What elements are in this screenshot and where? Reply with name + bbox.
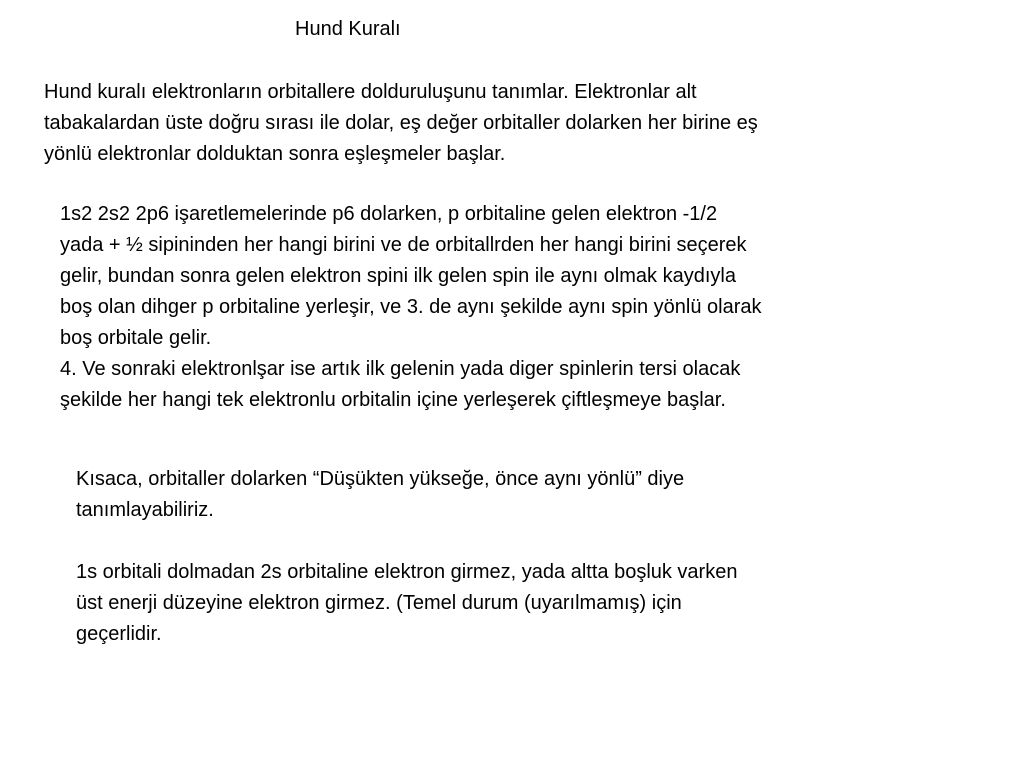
detail-line: 1s2 2s2 2p6 işaretlemelerinde p6 dolarken, p orbitaline gelen elektron -1/2 [60, 203, 718, 225]
summary-line: tanımlayabiliriz. [76, 499, 214, 521]
intro-line: yönlü elektronlar dolduktan sonra eşleşmeler başlar. [44, 143, 506, 165]
detail-line: gelir, bundan sonra gelen elektron spini ilk gelen spin ile aynı olmak kaydıyla [60, 265, 736, 287]
slide-title: Hund Kuralı [295, 18, 401, 40]
summary-line: Kısaca, orbitaller dolarken “Düşükten yükseğe, önce aynı yönlü” diye [76, 468, 685, 490]
detail-line: boş olan dihger p orbitaline yerleşir, ve 3. de aynı şekilde aynı spin yönlü olarak [60, 296, 762, 318]
intro-line: tabakalardan üste doğru sırası ile dolar, eş değer orbitaller dolarken her birine eş [44, 112, 758, 134]
detail-line: yada + ½ sipininden her hangi birini ve de orbitallrden her hangi birini seçerek [60, 234, 747, 256]
detail-paragraph [60, 199, 762, 416]
note-line: 1s orbitali dolmadan 2s orbitaline elektron girmez, yada altta boşluk varken [76, 561, 738, 583]
intro-line: Hund kuralı elektronların orbitallere dolduruluşunu tanımlar. Elektronlar alt [44, 81, 697, 103]
summary-paragraph [76, 464, 737, 650]
intro-paragraph [44, 77, 758, 170]
note-line: üst enerji düzeyine elektron girmez. (Temel durum (uyarılmamış) için [76, 592, 682, 614]
detail-line: boş orbitale gelir. [60, 327, 212, 349]
detail-line: şekilde her hangi tek elektronlu orbitalin içine yerleşerek çiftleşmeye başlar. [60, 389, 726, 411]
note-line: geçerlidir. [76, 623, 162, 645]
paragraph-spacer [76, 526, 737, 557]
detail-line: 4. Ve sonraki elektronlşar ise artık ilk gelenin yada diger spinlerin tersi olacak [60, 358, 741, 380]
